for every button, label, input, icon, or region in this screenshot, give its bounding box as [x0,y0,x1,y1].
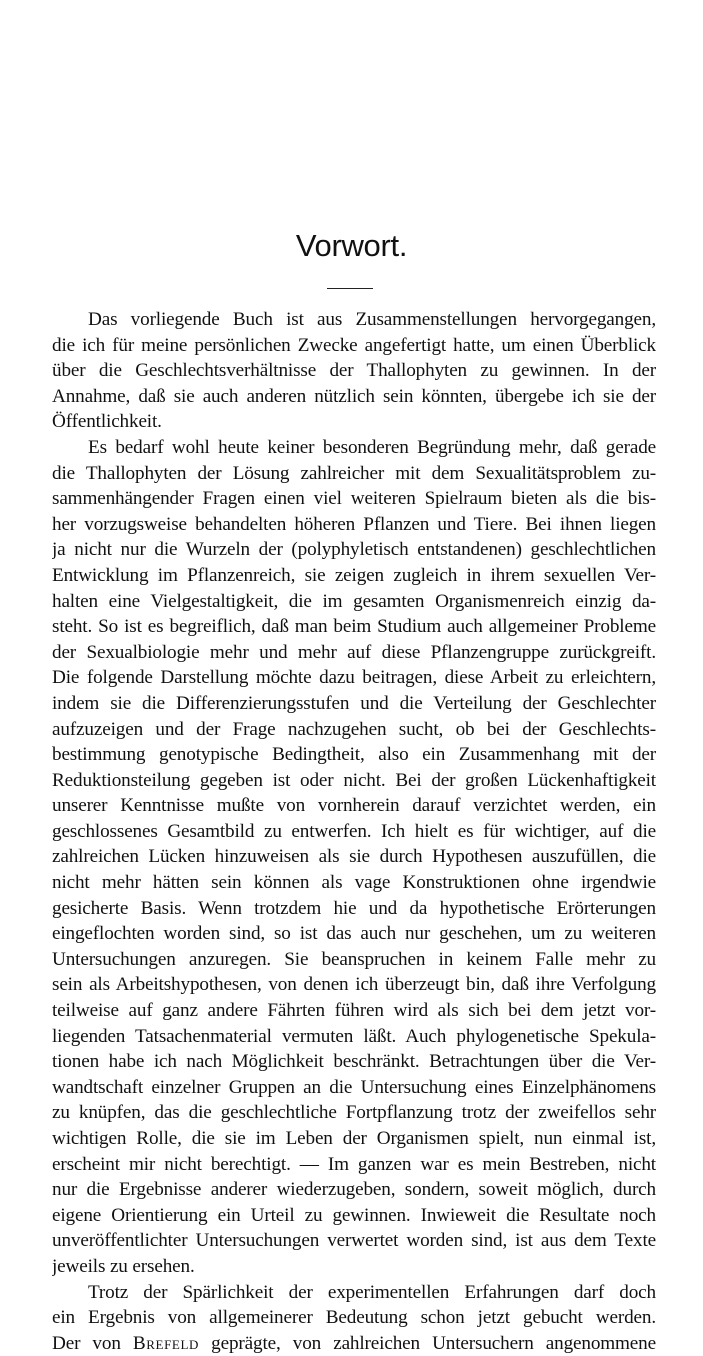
text-line: her vorzugsweise behandelten höheren Pflanzen und Tiere. Bei ihnen liegen [52,513,656,535]
text-line: aufzuzeigen und der Frage nachzugehen sucht, ob bei der Geschlechts- [52,718,656,740]
text-line: unveröffentlichter Untersuchungen verwertet worden sind, ist aus dem Texte [52,1230,656,1252]
text-line: wichtigen Rolle, die sie im Leben der Organismen spielt, nun einmal ist, [52,1128,656,1149]
text-fragment: geprägte, von zahlreichen Untersuchern angenommene [211,1332,656,1354]
text-line: Das vorliegende Buch ist aus Zusammenstellungen hervorgegangen, [88,309,656,330]
text-line: erscheint mir nicht berechtigt. — Im ganzen war es mein Bestreben, nicht [52,1153,656,1175]
text-line: unserer Kenntnisse mußte von vornherein darauf verzichtet werden, ein [52,795,656,817]
text-line: die Thallophyten der Lösung zahlreicher mit dem Sexualitätsproblem zu- [52,462,656,484]
text-line: nicht mehr hätten sein können als vage Konstruktionen ohne irgendwie [52,872,656,894]
text-line: sammenhängender Fragen einen viel weiteren Spielraum bieten als die bis- [52,488,656,510]
text-line: wandtschaft einzelner Gruppen an die Untersuchung eines Einzelphänomens [52,1076,656,1098]
text-line: Annahme, daß sie auch anderen nützlich sein könnten, übergebe ich sie der [52,385,656,407]
text-line: Untersuchungen anzuregen. Sie beanspruchen in keinem Falle mehr zu [52,948,656,970]
text-line: zahlreichen Lücken hinzuweisen als sie durch Hypothesen auszufüllen, die [52,846,656,868]
text-line: der Sexualbiologie mehr und mehr auf diese Pflanzengruppe zurückgreift. [52,641,656,663]
text-line: eingeflochten worden sind, so ist das auch nur geschehen, um zu weiteren [52,923,656,945]
text-line: die ich für meine persönlichen Zwecke angefertigt hatte, um einen Überblick [52,334,656,356]
text-line: zu knüpfen, das die geschlechtliche Fortpflanzung trotz der zweifellos sehr [52,1102,656,1124]
text-line: halten eine Vielgestaltigkeit, die im gesamten Organismenreich einzig da- [52,590,656,612]
text-line: teilweise auf ganz andere Fährten führen wird als sich bei dem jetzt vor- [52,1000,656,1022]
text-line: nur die Ergebnisse anderer wiederzugeben, sondern, soweit möglich, durch [52,1179,656,1201]
text-line-with-name [52,1331,656,1356]
text-line: Reduktionsteilung gegeben ist oder nicht. Bei der großen Lückenhaftigkeit [52,769,656,791]
text-line: steht. So ist es begreiflich, daß man beim Studium auch allgemeiner Probleme [52,616,656,638]
text-line: tionen habe ich nach Möglichkeit beschränkt. Betrachtungen über die Ver- [52,1051,656,1073]
text-line: bestimmung genotypische Bedingtheit, also ein Zusammenhang mit der [52,744,656,766]
body-text [52,307,656,1356]
text-line: Entwicklung im Pflanzenreich, sie zeigen zugleich in ihrem sexuellen Ver- [52,564,656,586]
text-line: gesicherte Basis. Wenn trotzdem hie und da hypothetische Erörterungen [52,897,656,919]
text-line: über die Geschlechtsverhältnisse der Thallophyten zu gewinnen. In der [52,360,656,382]
page-title: Vorwort. [295,228,408,263]
text-line: eigene Orientierung ein Urteil zu gewinnen. Inwieweit die Resultate noch [52,1204,656,1226]
text-line: indem sie die Differenzierungsstufen und die Verteilung der Geschlechter [52,692,656,714]
title-divider [327,288,373,289]
text-line: sein als Arbeitshypothesen, von denen ich überzeugt bin, daß ihre Verfolgung [52,974,656,996]
text-line: geschlossenes Gesamtbild zu entwerfen. Ich hielt es für wichtiger, auf die [52,820,656,842]
text-line: ja nicht nur die Wurzeln der (polyphyletisch entstandenen) geschlechtlichen [52,539,656,561]
text-line: ein Ergebnis von allgemeinerer Bedeutung schon jetzt gebucht werden. [52,1307,656,1329]
text-line: Trotz der Spärlichkeit der experimentellen Erfahrungen darf doch [88,1281,656,1303]
author-name-smallcaps: Brefeld [132,1332,200,1354]
text-line: liegenden Tatsachenmaterial vermuten läßt. Auch phylogenetische Spekula- [52,1025,656,1047]
text-line: Es bedarf wohl heute keiner besonderen Begründung mehr, daß gerade [88,436,656,458]
text-line: jeweils zu ersehen. [52,1255,195,1277]
text-line: Öffentlichkeit. [52,411,162,433]
text-line: Die folgende Darstellung möchte dazu beitragen, diese Arbeit zu erleichtern, [52,667,656,689]
text-fragment: Der von [52,1332,121,1354]
